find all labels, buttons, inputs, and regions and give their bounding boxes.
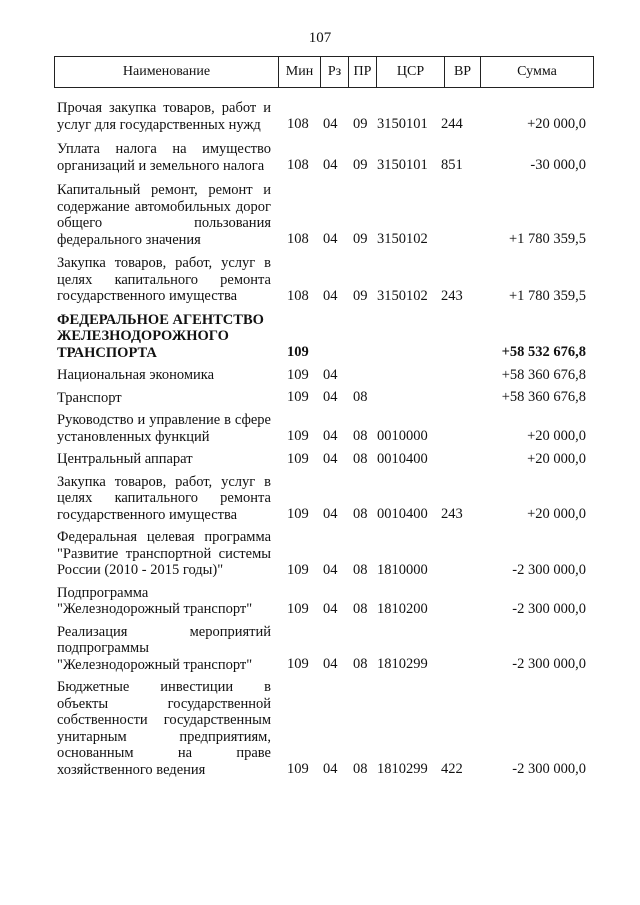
cell-min: 109 [287, 344, 309, 360]
cell-csr: 3150102 [377, 231, 428, 247]
cell-sum: +58 532 676,8 [501, 344, 586, 360]
cell-min: 109 [287, 506, 309, 522]
cell-csr: 1810299 [377, 656, 428, 672]
cell-csr: 0010400 [377, 450, 428, 467]
cell-min: 109 [287, 366, 309, 383]
cell-pr: 08 [353, 428, 368, 444]
header-rz: Рз [321, 57, 349, 88]
cell-csr: 1810000 [377, 561, 428, 578]
cell-sum: +20 000,0 [527, 450, 586, 467]
cell-sum: -2 300 000,0 [512, 561, 586, 578]
cell-pr: 08 [353, 450, 368, 467]
cell-csr: 1810200 [377, 600, 428, 617]
cell-sum: -2 300 000,0 [512, 600, 586, 617]
cell-sum: -2 300 000,0 [512, 656, 586, 672]
cell-sum: -30 000,0 [530, 157, 586, 173]
cell-csr: 0010400 [377, 506, 428, 522]
table-row [57, 255, 592, 305]
cell-pr: 08 [353, 600, 368, 617]
cell-min: 109 [287, 428, 309, 444]
table-header [54, 56, 594, 88]
table-row [57, 182, 592, 248]
table-row [57, 529, 592, 579]
cell-rz: 04 [323, 366, 338, 383]
table-row [57, 390, 592, 407]
table-row [57, 451, 592, 468]
cell-sum: +1 780 359,5 [508, 287, 586, 304]
cell-sum: +20 000,0 [527, 428, 586, 444]
cell-csr: 1810299 [377, 761, 428, 777]
cell-min: 108 [287, 231, 309, 247]
cell-min: 109 [287, 389, 309, 405]
row-name: Бюджетные инвестиции в объекты государственной собственности государственным унитарным предприятиям, основанным на праве хозяйственного ведения [57, 679, 271, 778]
cell-rz: 04 [323, 287, 338, 304]
table-row [57, 585, 592, 618]
cell-min: 108 [287, 157, 309, 173]
row-name: Реализация мероприятий подпрограммы "Железнодорожный транспорт" [57, 623, 271, 673]
cell-min: 109 [287, 761, 309, 777]
row-name: ФЕДЕРАЛЬНОЕ АГЕНТСТВО ЖЕЛЕЗНОДОРОЖНОГО ТРАНСПОРТА [57, 311, 264, 361]
header-name: Наименование [55, 57, 279, 88]
table-row [57, 412, 592, 445]
cell-rz: 04 [323, 389, 338, 405]
header-csr: ЦСР [377, 57, 445, 88]
cell-min: 108 [287, 287, 309, 304]
header-min: Мин [279, 57, 321, 88]
cell-pr: 09 [353, 287, 368, 304]
table-row [57, 141, 592, 174]
cell-pr: 08 [353, 506, 368, 522]
row-name: Руководство и управление в сфере установленных функций [57, 412, 271, 445]
row-name: Федеральная целевая программа "Развитие транспортной системы России (2010 - 2015 годы)" [57, 529, 271, 578]
cell-rz: 04 [323, 600, 338, 617]
cell-vr: 243 [441, 287, 463, 304]
cell-sum: +20 000,0 [527, 116, 586, 132]
row-name: Закупка товаров, работ, услуг в целях капитального ремонта государственного имущества [57, 255, 271, 304]
cell-rz: 04 [323, 116, 338, 132]
table-row [57, 679, 592, 778]
table-row [57, 474, 592, 524]
cell-min: 109 [287, 656, 309, 672]
table-row [57, 367, 592, 384]
cell-min: 108 [287, 116, 309, 132]
cell-vr: 244 [441, 116, 463, 132]
row-name: Центральный аппарат [57, 451, 193, 467]
cell-vr: 243 [441, 506, 463, 522]
cell-csr: 3150101 [377, 157, 428, 173]
row-name: Транспорт [57, 389, 122, 406]
cell-sum: +1 780 359,5 [508, 231, 586, 247]
cell-rz: 04 [323, 231, 338, 247]
cell-csr: 3150102 [377, 287, 428, 304]
row-name: Капитальный ремонт, ремонт и содержание автомобильных дорог общего пользования федерального значения [57, 182, 271, 248]
cell-rz: 04 [323, 428, 338, 444]
cell-csr: 3150101 [377, 116, 428, 132]
cell-min: 109 [287, 600, 309, 617]
table-row [57, 312, 592, 362]
cell-pr: 08 [353, 389, 368, 405]
cell-rz: 04 [323, 761, 338, 777]
cell-vr: 422 [441, 761, 463, 777]
cell-rz: 04 [323, 157, 338, 173]
row-name: Подпрограмма "Железнодорожный транспорт" [57, 584, 253, 617]
cell-csr: 0010000 [377, 428, 428, 444]
cell-sum: +58 360 676,8 [501, 366, 586, 383]
cell-pr: 08 [353, 656, 368, 672]
cell-vr: 851 [441, 157, 463, 173]
cell-pr: 08 [353, 561, 368, 578]
cell-min: 109 [287, 450, 309, 467]
header-vr: ВР [445, 57, 481, 88]
cell-pr: 09 [353, 231, 368, 247]
cell-sum: +20 000,0 [527, 506, 586, 522]
table-row [57, 100, 592, 133]
cell-pr: 09 [353, 116, 368, 132]
row-name: Уплата налога на имущество организаций и земельного налога [57, 141, 271, 174]
cell-rz: 04 [323, 450, 338, 467]
page-number: 107 [308, 30, 332, 46]
table-body [57, 94, 592, 778]
cell-sum: +58 360 676,8 [501, 389, 586, 405]
cell-pr: 08 [353, 761, 368, 777]
cell-rz: 04 [323, 506, 338, 522]
cell-rz: 04 [323, 656, 338, 672]
cell-min: 109 [287, 561, 309, 578]
row-name: Прочая закупка товаров, работ и услуг для государственных нужд [57, 100, 271, 133]
row-name: Закупка товаров, работ, услуг в целях капитального ремонта государственного имущества [57, 473, 271, 523]
cell-rz: 04 [323, 561, 338, 578]
cell-pr: 09 [353, 157, 368, 173]
header-pr: ПР [349, 57, 377, 88]
row-name: Национальная экономика [57, 367, 215, 383]
table-row [57, 624, 592, 674]
header-sum: Сумма [481, 57, 594, 88]
cell-sum: -2 300 000,0 [512, 761, 586, 777]
